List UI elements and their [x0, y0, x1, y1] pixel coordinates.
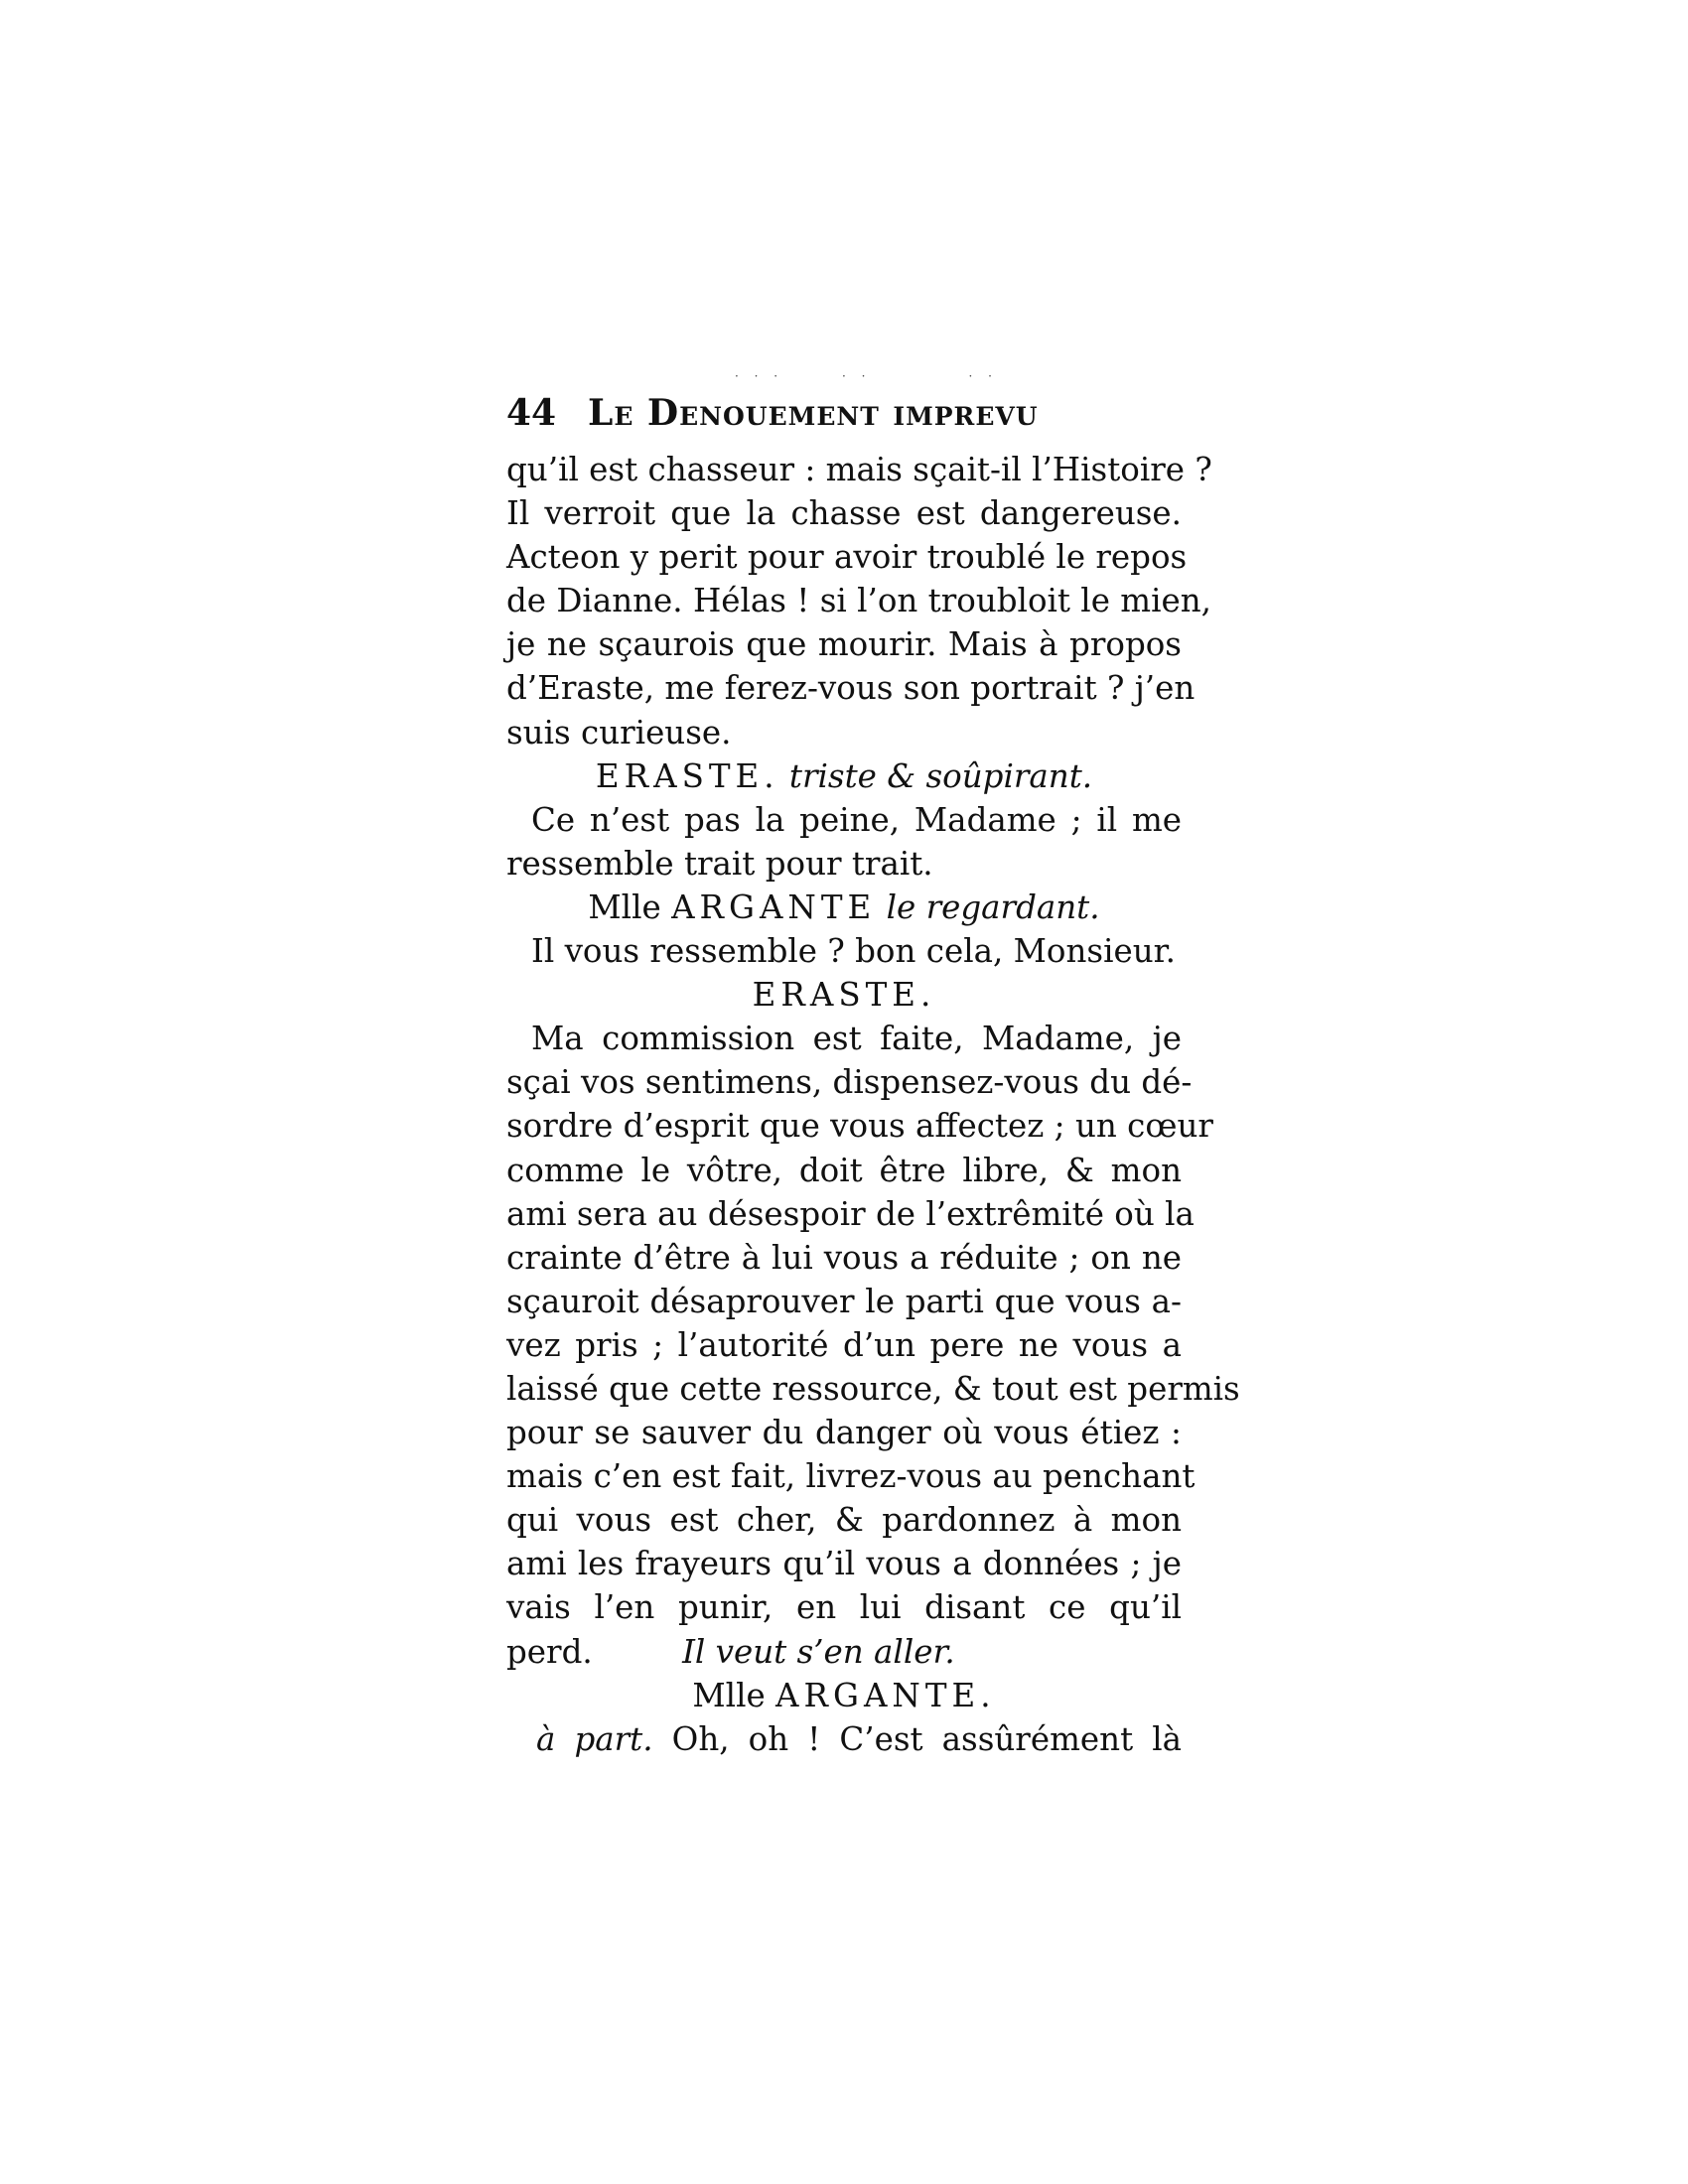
stage-direction: à part.	[536, 1719, 653, 1758]
speech-line: sçauroit désaprouver le parti que vous a-	[506, 1282, 1182, 1320]
speech-line: Ce n’est pas la peine, Madame ; il me	[531, 800, 1182, 839]
speech-line: vais l’en punir, en lui disant ce qu’il	[506, 1588, 1182, 1627]
speech-text: perd.	[506, 1632, 593, 1671]
text-line: je ne sçaurois que mourir. Mais à propos	[506, 625, 1182, 664]
print-specks: · · · · · · ·	[735, 369, 998, 383]
speech-line: qui vous est cher, & pardonnez à mon	[506, 1501, 1182, 1540]
speaker-title: Mlle	[588, 887, 661, 926]
speech-line: Il vous ressemble ? bon cela, Monsieur.	[531, 932, 1176, 971]
speaker-heading	[506, 886, 1182, 929]
text-line: Il verroit que la chasse est dangereuse.	[506, 494, 1182, 533]
stage-direction: triste & soûpirant.	[788, 756, 1093, 795]
speech-line	[506, 1717, 1182, 1761]
speaker-name: ERASTE.	[595, 756, 779, 795]
text-line: d’Eraste, me ferez-vous son portrait ? j’en	[506, 669, 1196, 708]
text-line: suis curieuse.	[506, 713, 732, 751]
page-number: 44	[506, 392, 557, 434]
text-block	[506, 392, 1240, 1761]
speaker-name: ARGANTE.	[775, 1676, 996, 1714]
speech-line: ami sera au désespoir de l’extrêmité où la	[506, 1194, 1195, 1233]
speech-line: sordre d’esprit que vous affectez ; un cœur	[506, 1107, 1213, 1146]
speaker-title: Mlle	[692, 1676, 766, 1714]
speech-line: vez pris ; l’autorité d’un pere ne vous a	[506, 1325, 1182, 1364]
speech-line: Ma commission est faite, Madame, je	[531, 1020, 1182, 1058]
speaker-heading	[506, 754, 1182, 798]
speech-line-last	[506, 1630, 1182, 1674]
text-line: de Dianne. Hélas ! si l’on troubloit le mien,	[506, 582, 1211, 620]
speech-line: comme le vôtre, doit être libre, & mon	[506, 1151, 1182, 1189]
speaker-name: ERASTE.	[752, 976, 936, 1015]
text-line: qu’il est chasseur : mais sçait-il l’Histoire ?	[506, 451, 1212, 488]
speech-line: mais c’en est fait, livrez-vous au penchant	[506, 1457, 1196, 1496]
running-title: Le Denouement imprevu	[588, 392, 1039, 434]
text-line: Acteon y perit pour avoir troublé le repos	[506, 538, 1188, 577]
speech-line: laissé que cette ressource, & tout est permis	[506, 1369, 1240, 1408]
stage-direction: Il veut s’en aller.	[682, 1632, 955, 1671]
stage-direction: le regardant.	[886, 887, 1100, 926]
running-header	[506, 392, 1182, 442]
speaker-heading	[506, 973, 1182, 1017]
speech-line: pour se sauver du danger où vous étiez :	[506, 1414, 1182, 1452]
speech-line: crainte d’être à lui vous a réduite ; on ne	[506, 1238, 1182, 1277]
speaker-heading	[506, 1674, 1182, 1717]
speaker-name: ARGANTE	[671, 887, 877, 926]
speech-line: ressemble trait pour trait.	[506, 844, 933, 883]
speech-line: ami les frayeurs qu’il vous a données ; je	[506, 1545, 1182, 1583]
speech-line: sçai vos sentimens, dispensez-vous du dé-	[506, 1063, 1193, 1102]
speech-text: Oh, oh ! C’est assûrément là	[671, 1719, 1182, 1758]
